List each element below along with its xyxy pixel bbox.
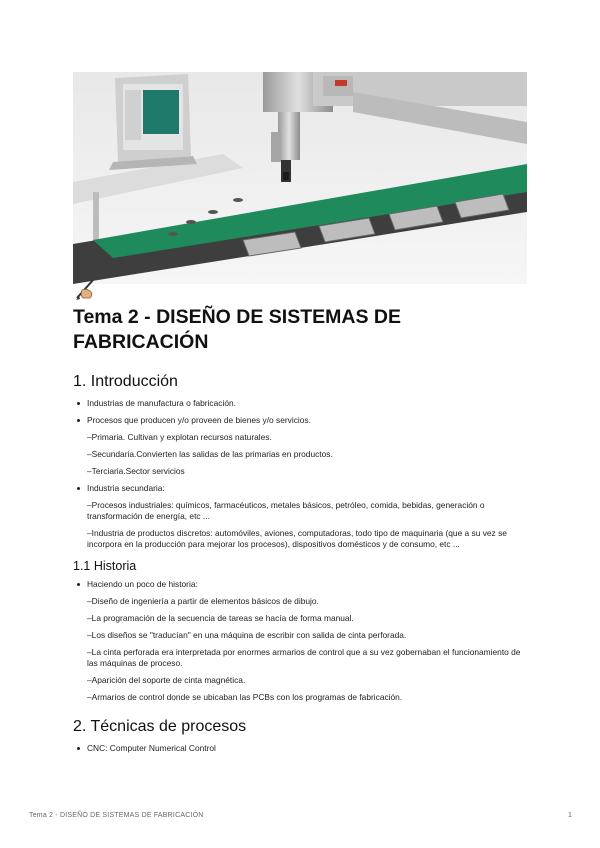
list-item: –Terciaria.Sector servicios xyxy=(87,466,185,476)
list-item: Industria secundaria: xyxy=(73,483,533,494)
page-title: Tema 2 - DISEÑO DE SISTEMAS DE FABRICACIÓN xyxy=(73,306,401,353)
section-heading-tecnicas: 2. Técnicas de procesos xyxy=(73,718,247,735)
list-item: –Industria de productos discretos: automóviles, aviones, computadoras, todo tipo de maquinaria (que a su vez se incorpora en la producción para mejorar los procesos), dispositivos domésticos y de consumo, etc ... xyxy=(87,528,507,549)
list-item: –La programación de la secuencia de tareas se hacía de forma manual. xyxy=(87,613,354,623)
list-item: –Procesos industriales: químicos, farmacéuticos, metales básicos, petróleo, comida, bebidas, generación o transformación de energía, etc ... xyxy=(87,500,485,521)
section-heading-historia: 1.1 Historia xyxy=(73,559,137,573)
section-heading-introduccion: 1. Introducción xyxy=(73,373,178,390)
list-item: –Aparición del soporte de cinta magnética. xyxy=(87,675,246,685)
writing-hand-icon xyxy=(73,276,99,302)
section-1-list xyxy=(73,398,533,550)
list-item: –Los diseños se "traducían" en una máquina de escribir con salida de cinta perforada. xyxy=(87,630,407,640)
list-item: Haciendo un poco de historia: xyxy=(73,579,533,590)
list-item: –Diseño de ingeniería a partir de elementos básicos de dibujo. xyxy=(87,596,319,606)
factory-robot-image xyxy=(73,72,527,284)
document-content xyxy=(73,372,533,760)
section-2-list xyxy=(73,743,533,754)
section-1-1-list xyxy=(73,579,533,703)
list-item: –Secundaria.Convierten las salidas de las primarias en productos. xyxy=(87,449,333,459)
list-item: Procesos que producen y/o proveen de bienes y/o servicios. xyxy=(73,415,533,426)
list-item: CNC: Computer Numerical Control xyxy=(73,743,533,754)
list-item: –Primaria. Cultivan y explotan recursos naturales. xyxy=(87,432,272,442)
cover-image xyxy=(73,72,527,284)
footer-title: Tema 2 - DISEÑO DE SISTEMAS DE FABRICACIÓN xyxy=(29,812,204,819)
page-number: 1 xyxy=(568,812,572,819)
list-item: Industrias de manufactura o fabricación. xyxy=(73,398,533,409)
list-item: –La cinta perforada era interpretada por enormes armarios de control que a su vez gobernaban el funcionamiento de las máquinas de proceso. xyxy=(87,647,521,668)
list-item: –Armarios de control donde se ubicaban las PCBs con los programas de fabricación. xyxy=(87,692,403,702)
